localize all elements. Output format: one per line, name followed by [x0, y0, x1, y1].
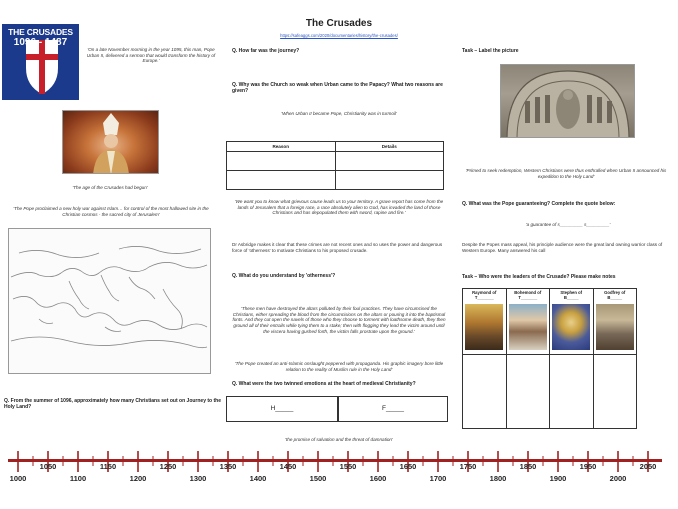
source-link[interactable]: https://safeaggs.com/2020/documentaries/history/the-crusades/ [280, 33, 398, 38]
map-outline [9, 229, 210, 373]
question-emotions: Q. What were the two twinned emotions at the heart of medieval Christianity? [232, 381, 416, 387]
timeline-axis [0, 446, 678, 506]
jerusalem-quote: 'We want you to know what grievous cause leads us to your territory. A grave report has come from the lands of Jerusalem that a foreign race, a race absolutely alien to God, has invaded the land of those Christians and has depopulated them with sword, rapine and fire.' [234, 199, 444, 216]
stephen-portrait [552, 304, 590, 350]
notes-stephen[interactable] [550, 355, 594, 429]
journey-question: Q. From the summer of 1096, approximately how many Christians set out on Journey to the Holy Land? [4, 398, 221, 411]
emotion-h-label: H_____ [270, 404, 294, 412]
details-cell-2[interactable] [335, 171, 444, 190]
timeline-year-label: 1850 [519, 462, 537, 471]
details-header: Details [335, 142, 444, 152]
timeline-year-label: 2050 [639, 462, 657, 471]
timeline-year-label: 1000 [9, 474, 27, 483]
leader-raymond [463, 289, 507, 355]
timeline-caption: 'the promise of salvation and the threat of damnation' [285, 437, 393, 442]
reasons-table [226, 141, 444, 190]
timeline-year-label: 1500 [309, 474, 327, 483]
notes-raymond[interactable] [463, 355, 507, 429]
timeline-year-label: 1250 [159, 462, 177, 471]
emotion-box-h[interactable] [226, 396, 338, 422]
timeline-year-label: 1450 [279, 462, 297, 471]
timeline-year-label: 1550 [339, 462, 357, 471]
timeline-year-label: 1700 [429, 474, 447, 483]
bohemond-portrait [509, 304, 547, 350]
leaders-table [462, 288, 637, 429]
logo-title: THE CRUSADES [8, 27, 73, 37]
leader-stephen-blank: B_____ [563, 295, 579, 301]
asbridge-text: Dr Asbridge makes it clear that these crimes are not recent ones and so uses the power and dangerous force of 'otherness' to motivate Christians to his proposed crusade. [232, 242, 443, 253]
question-journey-distance: Q. How far was the journey? [232, 48, 300, 54]
otherness-quote-1: 'These men have destroyed the altars polluted by their foul practices. They have circumcised the Christians, either spreading the blood from the circumcisions on the altars or pouring it into the baptismal fonts. And they cut open the navels of those who they choose to torment with loathsome death, they then ground all of their entrails while tying them to a stake; then with flogging they lead the victim around until the viscera having gushed forth, the victim falls prostrate upon the ground.' [232, 306, 446, 334]
mediterranean-map [8, 228, 211, 374]
guarantee-blank[interactable]: 'a guarantee of s_________ s_________' [525, 222, 611, 227]
timeline-year-label: 1900 [549, 474, 567, 483]
leader-bohemond-name: Bohemond of [514, 290, 542, 295]
timeline-year-label: 1150 [99, 462, 117, 471]
raymond-portrait [465, 304, 503, 350]
intro-quote: 'On a late November morning in the year 1095, this man, Pope Urban II, delivered a sermon that would transform the history of Europe.' [86, 47, 216, 64]
timeline-year-label: 1050 [39, 462, 57, 471]
redemption-quote: 'Primed to seek redemption, Western Christians were thus enthralled when Urban II announced his expedition to the Holy Land' [465, 168, 667, 179]
pope-caption: 'The age of the Crusades had begun' [72, 185, 148, 190]
timeline-year-label: 1400 [249, 474, 267, 483]
details-cell-1[interactable] [335, 152, 444, 171]
urban-quote: 'When Urban II became Pope, Christianity was in turmoil' [281, 111, 397, 116]
crusades-logo [2, 24, 79, 100]
question-otherness: Q. What do you understand by 'otherness'? [232, 273, 336, 279]
leader-godfrey-blank: B_____ [607, 295, 623, 301]
question-church-weak: Q. Why was the Church so weak when Urban came to the Papacy? What two reasons are given? [232, 82, 443, 95]
notes-bohemond[interactable] [506, 355, 550, 429]
timeline-year-label: 1800 [489, 474, 507, 483]
leader-raymond-blank: T_______ [474, 295, 494, 301]
timeline-year-label: 1100 [69, 474, 87, 483]
emotion-f-label: F_____ [381, 404, 405, 412]
timeline-year-label: 1200 [129, 474, 147, 483]
question-guarantee: Q. What was the Pope guaranteeing? Complete the quote below: [462, 201, 616, 207]
appeal-text: Despite the Popes mass appeal, his principle audience were the great land owning warrior class of Western Europe. Many answered his call [462, 242, 663, 253]
emotion-box-f[interactable] [338, 396, 448, 422]
pope-urban-portrait [62, 110, 159, 174]
timeline [0, 446, 678, 506]
otherness-quote-2: 'The Pope created an anti-Islamic onslaught peppered with propaganda. His graphic imagery bore little relation to the reality of Muslim rule in the Holy Land' [234, 361, 444, 372]
timeline-year-label: 1750 [459, 462, 477, 471]
timeline-year-label: 1950 [579, 462, 597, 471]
tympanum-carving [500, 64, 635, 138]
leader-bohemond [506, 289, 550, 355]
reason-header: Reason [227, 142, 336, 152]
war-quote: 'The Pope proclaimed a new holy war against Islam… for control of the most hallowed site in the Christian cosmos - the sacred city of Jerusalem' [13, 206, 209, 217]
notes-godfrey[interactable] [593, 355, 637, 429]
leader-godfrey-name: Godfrey of [604, 290, 626, 295]
leader-stephen-name: Stephen of [560, 290, 583, 295]
task-leaders: Task – Who were the leaders of the Crusade? Please make notes [462, 274, 616, 280]
page-title: The Crusades [305, 18, 373, 29]
timeline-year-label: 1650 [399, 462, 417, 471]
task-label-picture: Task – Label the picture [462, 48, 519, 54]
timeline-year-label: 1300 [189, 474, 207, 483]
logo-dates: 1096 - 1487 [13, 37, 68, 48]
leader-raymond-name: Raymond of [472, 290, 497, 295]
timeline-year-label: 1600 [369, 474, 387, 483]
reason-cell-1[interactable] [227, 152, 336, 171]
leader-stephen [550, 289, 594, 355]
reason-cell-2[interactable] [227, 171, 336, 190]
timeline-year-label: 1350 [219, 462, 237, 471]
leader-godfrey [593, 289, 637, 355]
timeline-year-label: 2000 [609, 474, 627, 483]
leader-bohemond-blank: T_______ [518, 295, 538, 301]
godfrey-portrait [596, 304, 634, 350]
